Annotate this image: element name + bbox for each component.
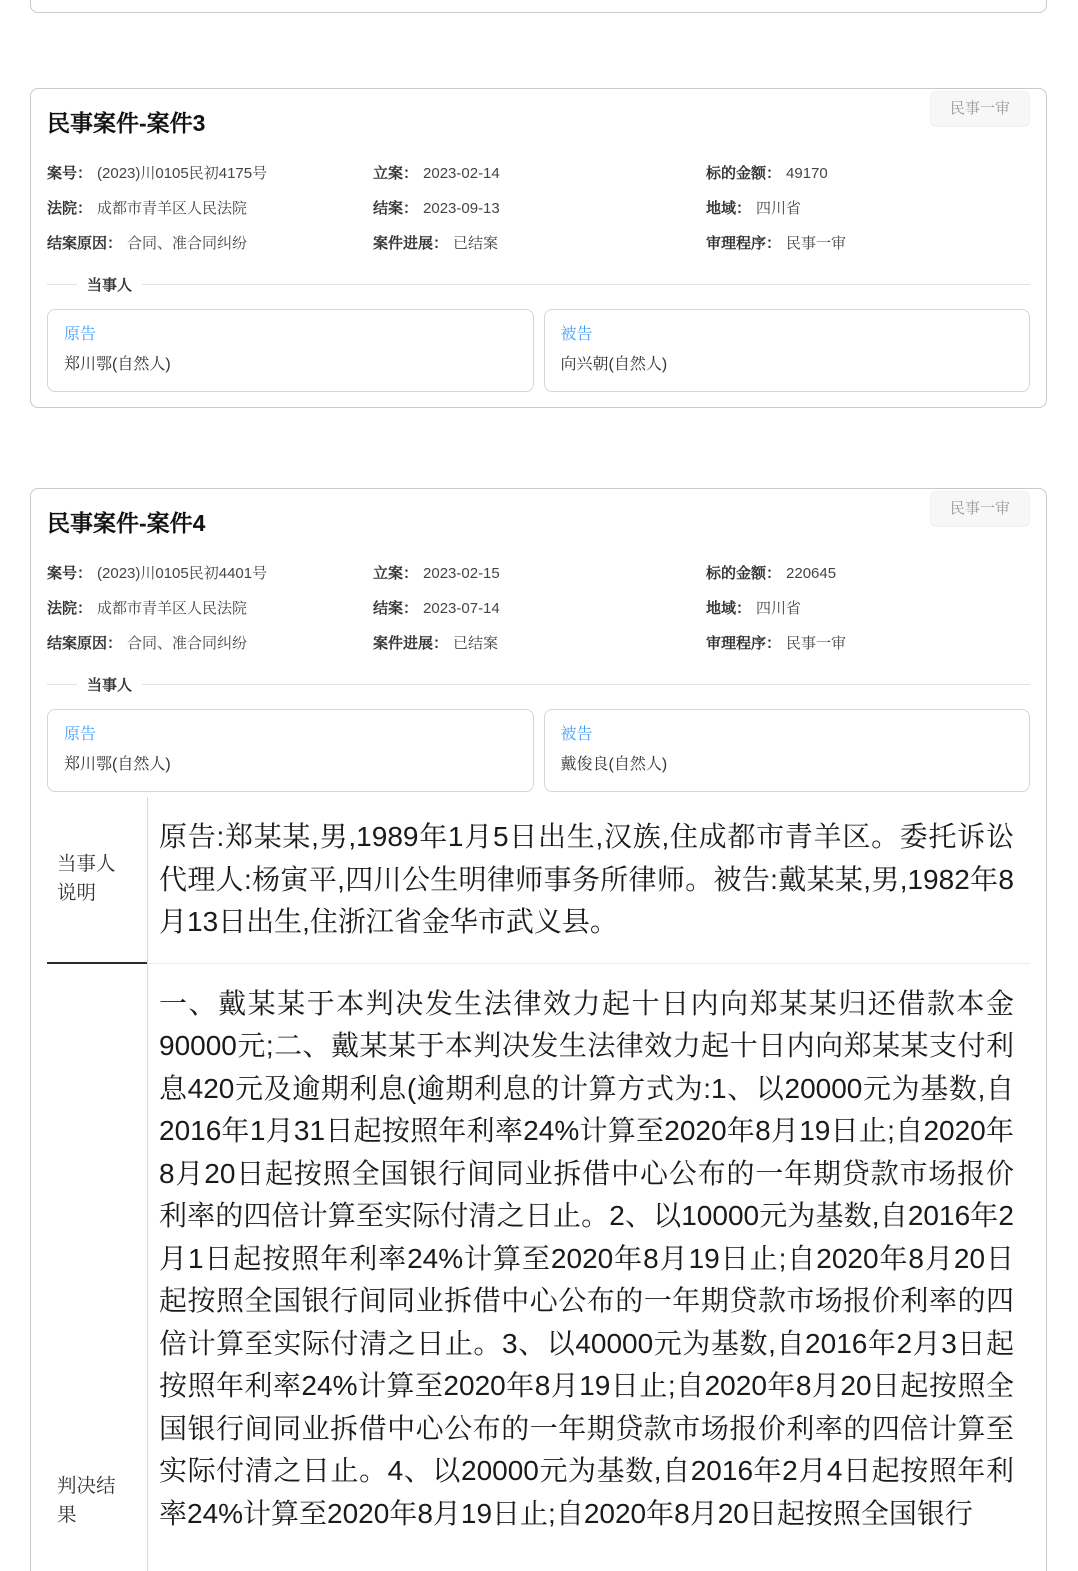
field-target-amount: 标的金额： 220645 xyxy=(706,565,837,582)
case-fields xyxy=(47,163,1030,254)
parties-section-divider xyxy=(47,674,1030,695)
field-close-date: 结案： 2023-09-13 xyxy=(373,200,500,217)
field-case-progress: 案件进展： 已结案 xyxy=(373,235,499,252)
field-close-date: 结案： 2023-07-14 xyxy=(373,600,500,617)
table-row-judgment-result xyxy=(47,964,1030,1571)
case-card-header xyxy=(47,489,1030,539)
party-role-label: 原告 xyxy=(64,726,97,743)
parties-list xyxy=(47,309,1030,392)
parties-section-divider xyxy=(47,274,1030,295)
row-label: 判决结果 xyxy=(57,1475,116,1526)
defendant-box xyxy=(544,309,1031,392)
case-card-4 xyxy=(30,488,1047,1571)
divider-line xyxy=(47,284,77,285)
field-region: 地域： 四川省 xyxy=(706,200,802,217)
case-card-header xyxy=(47,89,1030,139)
field-case-number: 案号： (2023)川0105民初4175号 xyxy=(47,165,268,182)
field-trial-procedure: 审理程序： 民事一审 xyxy=(706,235,847,252)
parties-list xyxy=(47,709,1030,792)
field-case-progress: 案件进展： 已结案 xyxy=(373,635,499,652)
party-name: 向兴朝(自然人) xyxy=(560,356,668,373)
divider-line xyxy=(47,684,77,685)
party-name: 戴俊良(自然人) xyxy=(560,756,668,773)
parties-section-title: 当事人 xyxy=(87,677,133,694)
case-title: 民事案件-案件3 xyxy=(47,110,206,136)
trial-stage-badge: 民事一审 xyxy=(930,91,1030,127)
field-filing-date: 立案： 2023-02-15 xyxy=(373,565,500,582)
divider-line xyxy=(142,284,1030,285)
table-row-party-description xyxy=(47,797,1030,964)
judgment-result-text: 一、戴某某于本判决发生法律效力起十日内向郑某某归还借款本金90000元;二、戴某某于本判决发生法律效力起十日内向郑某某支付利息420元及逾期利息(逾期利息的计算方式为:1、以20000元为基数,自2016年1月31日起按照年利率24%计算至2020年8月19日止;自2020年8月20日起按照全国银行间同业拆借中心公布的一年期贷款市场报价利率的四倍计算至实际付清之日止。2、以10000元为基数,自2016年2月1日起按照年利率24%计算至2020年8月19日止;自2020年8月20日起按照全国银行间同业拆借中心公布的一年期贷款市场报价利率的四倍计算至实际付清之日止。3、以40000元为基数,自2016年2月3日起按照年利率24%计算至2020年8月19日止;自2020年8月20日起按照全国银行间同业拆借中心公布的一年期贷款市场报价利率的四倍计算至实际付清之日止。4、以20000元为基数,自2016年2月4日起按照年利率24%计算至2020年8月19日止;自2020年8月20日起按照全国银行 xyxy=(147,964,1030,1571)
field-close-reason: 结案原因： 合同、准合同纠纷 xyxy=(47,635,248,652)
party-role-label: 被告 xyxy=(560,326,593,343)
defendant-box xyxy=(544,709,1031,792)
case-fields xyxy=(47,563,1030,654)
field-court: 法院： 成都市青羊区人民法院 xyxy=(47,200,248,217)
field-court: 法院： 成都市青羊区人民法院 xyxy=(47,600,248,617)
party-name: 郑川鄂(自然人) xyxy=(64,756,171,773)
parties-section-title: 当事人 xyxy=(87,277,133,294)
party-role-label: 原告 xyxy=(64,326,97,343)
party-name: 郑川鄂(自然人) xyxy=(64,356,171,373)
plaintiff-box xyxy=(47,709,534,792)
party-role-label: 被告 xyxy=(560,726,593,743)
case-detail-table xyxy=(47,797,1030,1571)
trial-stage-badge: 民事一审 xyxy=(930,491,1030,527)
field-region: 地域： 四川省 xyxy=(706,600,802,617)
divider-line xyxy=(142,684,1030,685)
field-trial-procedure: 审理程序： 民事一审 xyxy=(706,635,847,652)
plaintiff-box xyxy=(47,309,534,392)
case-title: 民事案件-案件4 xyxy=(47,510,206,536)
previous-card-bottom-edge xyxy=(30,0,1047,13)
row-label: 当事人说明 xyxy=(47,797,147,964)
case-card-3 xyxy=(30,88,1047,408)
field-target-amount: 标的金额： 49170 xyxy=(706,165,828,182)
party-description-text: 原告:郑某某,男,1989年1月5日出生,汉族,住成都市青羊区。委托诉讼代理人:杨寅平,四川公生明律师事务所律师。被告:戴某某,男,1982年8月13日出生,住浙江省金华市武义县。 xyxy=(147,797,1030,964)
field-case-number: 案号： (2023)川0105民初4401号 xyxy=(47,565,268,582)
field-close-reason: 结案原因： 合同、准合同纠纷 xyxy=(47,235,248,252)
field-filing-date: 立案： 2023-02-14 xyxy=(373,165,500,182)
